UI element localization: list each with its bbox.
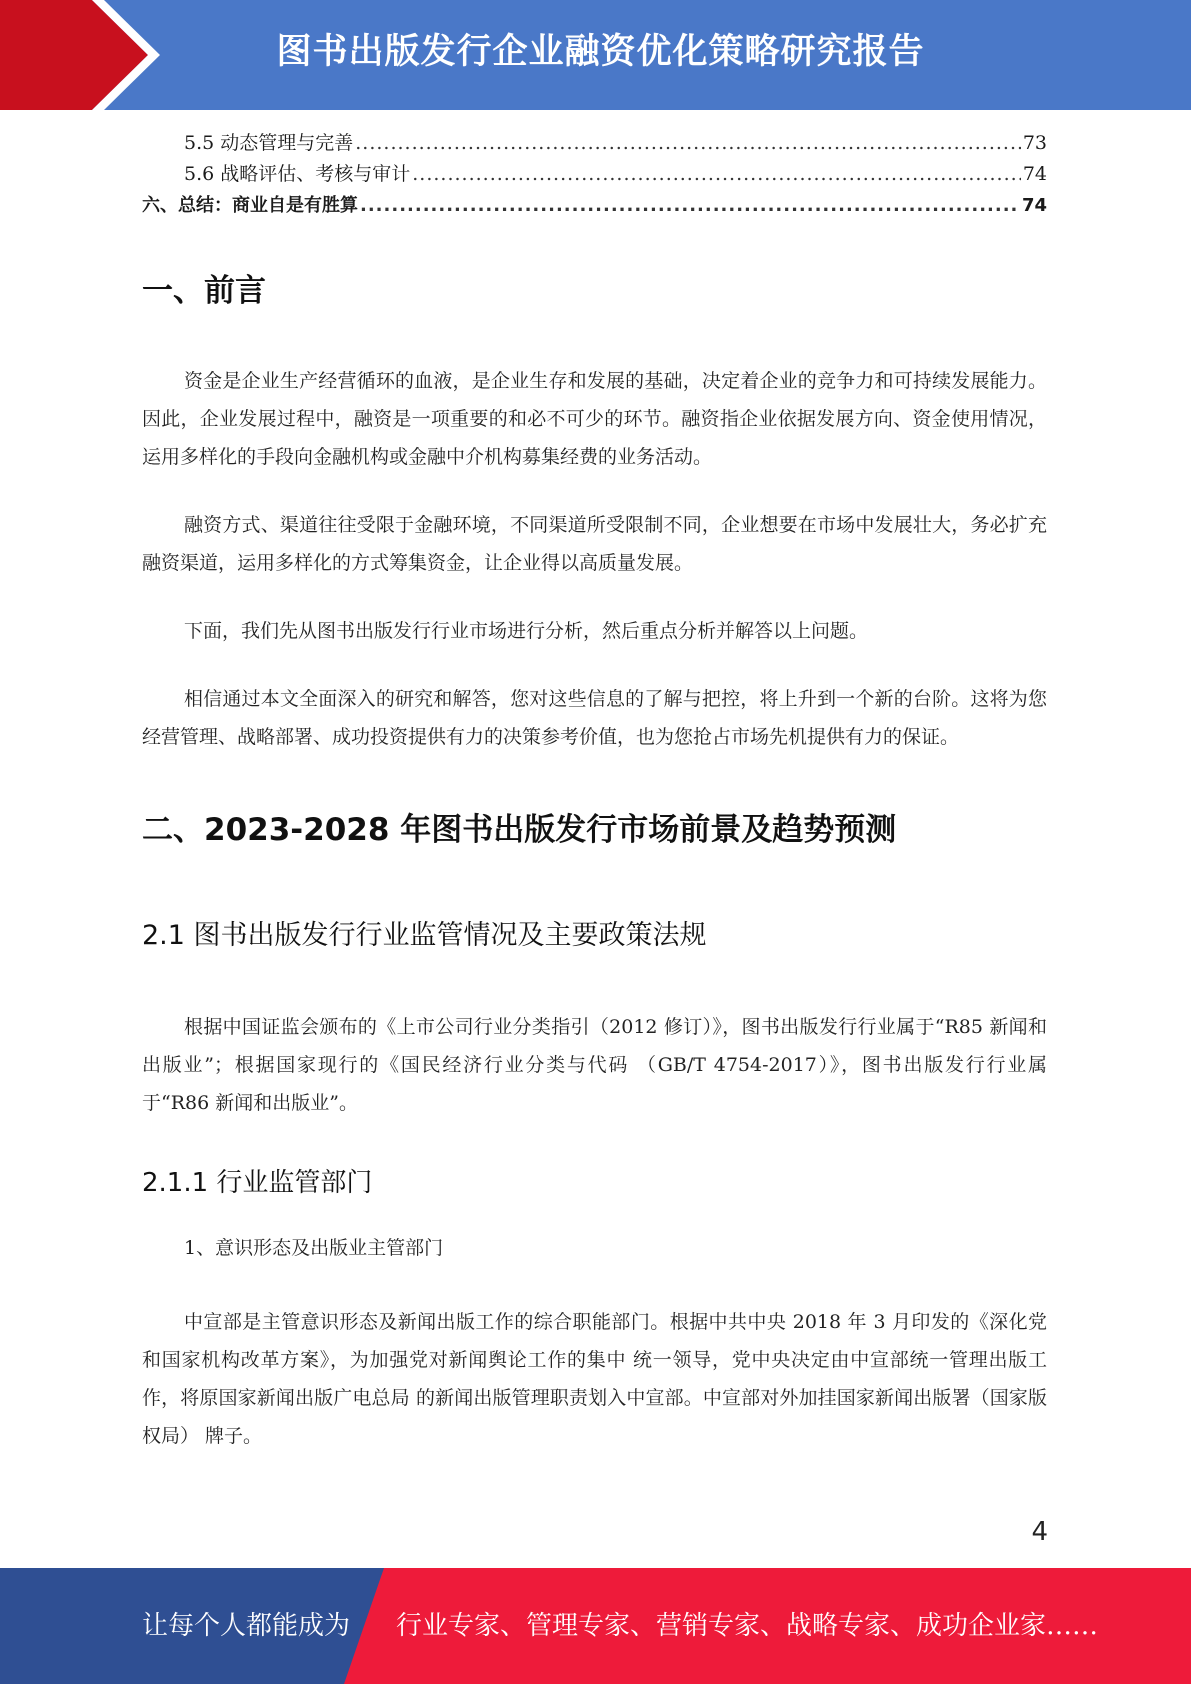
- departments-heading: 2.1.1 行业监管部门: [142, 1168, 373, 1198]
- preface-paragraph: 资金是企业生产经营循环的血液，是企业生存和发展的基础，决定着企业的竞争力和可持续发展能力。因此，企业发展过程中，融资是一项重要的和必不可少的环节。融资指企业依据发展方向、资金使用情况，运用多样化的手段向金融机构或金融中介机构募集经费的业务活动。: [142, 370, 1047, 468]
- toc-entry[interactable]: [142, 190, 1047, 221]
- preface-paragraph: 融资方式、渠道往往受限于金融环境，不同渠道所受限制不同，企业想要在市场中发展壮大，务必扩充融资渠道，运用多样化的方式筹集资金，让企业得以高质量发展。: [142, 514, 1047, 574]
- toc-entry-label: 六、总结：商业自是有胜算: [142, 195, 358, 216]
- outlook-heading: 二、2023-2028 年图书出版发行市场前景及趋势预测: [142, 812, 897, 848]
- preface-heading: 一、前言: [142, 273, 266, 309]
- preface-body: [142, 362, 1047, 756]
- document-body: [142, 110, 1047, 1455]
- toc-entry-page: 74: [1021, 195, 1047, 216]
- toc-dot-leader: [355, 128, 1021, 159]
- toc-entry-page: 74: [1022, 163, 1047, 185]
- departments-paragraph: 中宣部是主管意识形态及新闻出版工作的综合职能部门。根据中共中央 2018 年 3 月印发的《深化党和国家机构改革方案》，为加强党对新闻舆论工作的集中 统一领导，党中央决定由中宣部统一管理出版工作，将原国家新闻出版广电总局 的新闻出版管理职责划入中宣部。中宣部对外加挂国家新闻出版署（国家版权局） 牌子。: [142, 1311, 1047, 1447]
- toc-entry-label: 5.5 动态管理与完善: [184, 132, 354, 154]
- toc-entry[interactable]: [142, 159, 1047, 190]
- toc-dot-leader: [360, 190, 1020, 221]
- footer-banner: [0, 1568, 1191, 1684]
- report-title: 图书出版发行企业融资优化策略研究报告: [276, 32, 925, 72]
- regulation-heading: 2.1 图书出版发行行业监管情况及主要政策法规: [142, 920, 707, 951]
- toc-entry[interactable]: [142, 128, 1047, 159]
- regulation-paragraph: 根据中国证监会颁布的《上市公司行业分类指引（2012 修订）》，图书出版发行行业属于“R85 新闻和出版业”；根据国家现行的《国民经济行业分类与代码 （GB/T 4754-2017）》，图书出版发行行业属于“R86 新闻和出版业”。: [142, 1016, 1047, 1114]
- page-number: 4: [1031, 1517, 1048, 1547]
- toc-entry-label: 5.6 战略评估、考核与审计: [184, 163, 411, 185]
- header-banner: [0, 0, 1191, 110]
- toc-entry-page: 73: [1022, 132, 1047, 154]
- preface-paragraph: 下面，我们先从图书出版发行行业市场进行分析，然后重点分析并解答以上问题。: [184, 620, 869, 642]
- footer-slogan-right: 行业专家、管理专家、营销专家、战略专家、成功企业家……: [396, 1611, 1099, 1641]
- toc-dot-leader: [412, 159, 1021, 190]
- footer-slogan-left: 让每个人都能成为: [142, 1611, 351, 1641]
- preface-paragraph: 相信通过本文全面深入的研究和解答，您对这些信息的了解与把控，将上升到一个新的台阶。这将为您经营管理、战略部署、成功投资提供有力的决策参考价值，也为您抢占市场先机提供有力的保证。: [142, 688, 1047, 748]
- table-of-contents: [142, 128, 1047, 221]
- departments-item: 1、意识形态及出版业主管部门: [184, 1237, 444, 1259]
